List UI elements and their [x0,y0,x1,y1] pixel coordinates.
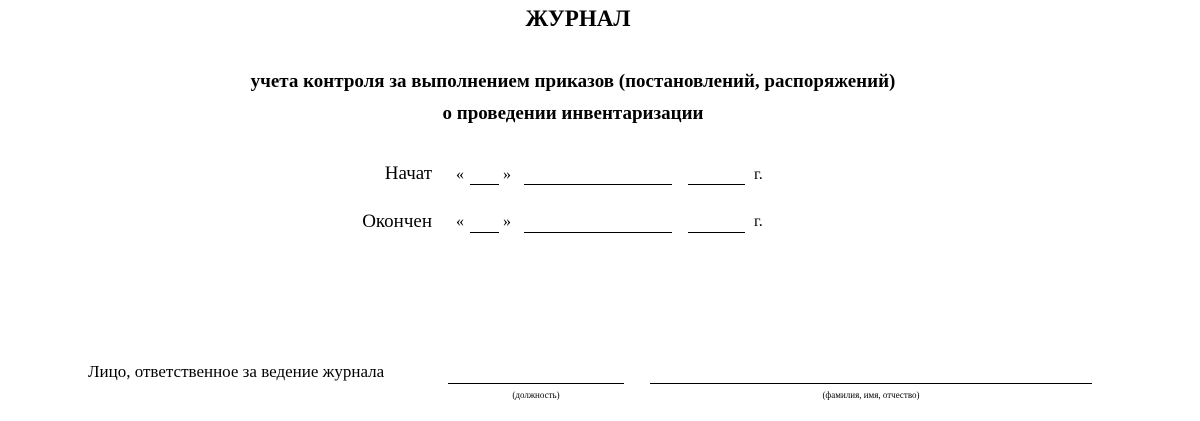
document-title: ЖУРНАЛ [525,6,631,31]
document-subtitle-line1: учета контроля за выполнением приказов (постановлений, распоряжений) [250,71,896,92]
month-started-blank[interactable] [524,184,672,185]
year-suffix: г. [754,166,763,183]
quote-close: » [503,213,511,230]
position-blank[interactable] [448,383,624,384]
ended-label: Окончен [362,211,432,232]
day-ended-blank[interactable] [470,232,499,233]
quote-open: « [456,213,464,230]
year-ended-blank[interactable] [688,232,745,233]
started-label: Начат [384,163,432,184]
year-suffix: г. [754,213,763,230]
quote-close: » [503,166,511,183]
quote-open: « [456,166,464,183]
full-name-caption: (фамилия, имя, отчество) [822,390,920,400]
document-subtitle-line2: о проведении инвентаризации [442,103,704,124]
position-caption: (должность) [512,390,560,400]
month-ended-blank[interactable] [524,232,672,233]
responsible-label: Лицо, ответственное за ведение журнала [88,362,385,381]
full-name-blank[interactable] [650,383,1092,384]
day-started-blank[interactable] [470,184,499,185]
year-started-blank[interactable] [688,184,745,185]
